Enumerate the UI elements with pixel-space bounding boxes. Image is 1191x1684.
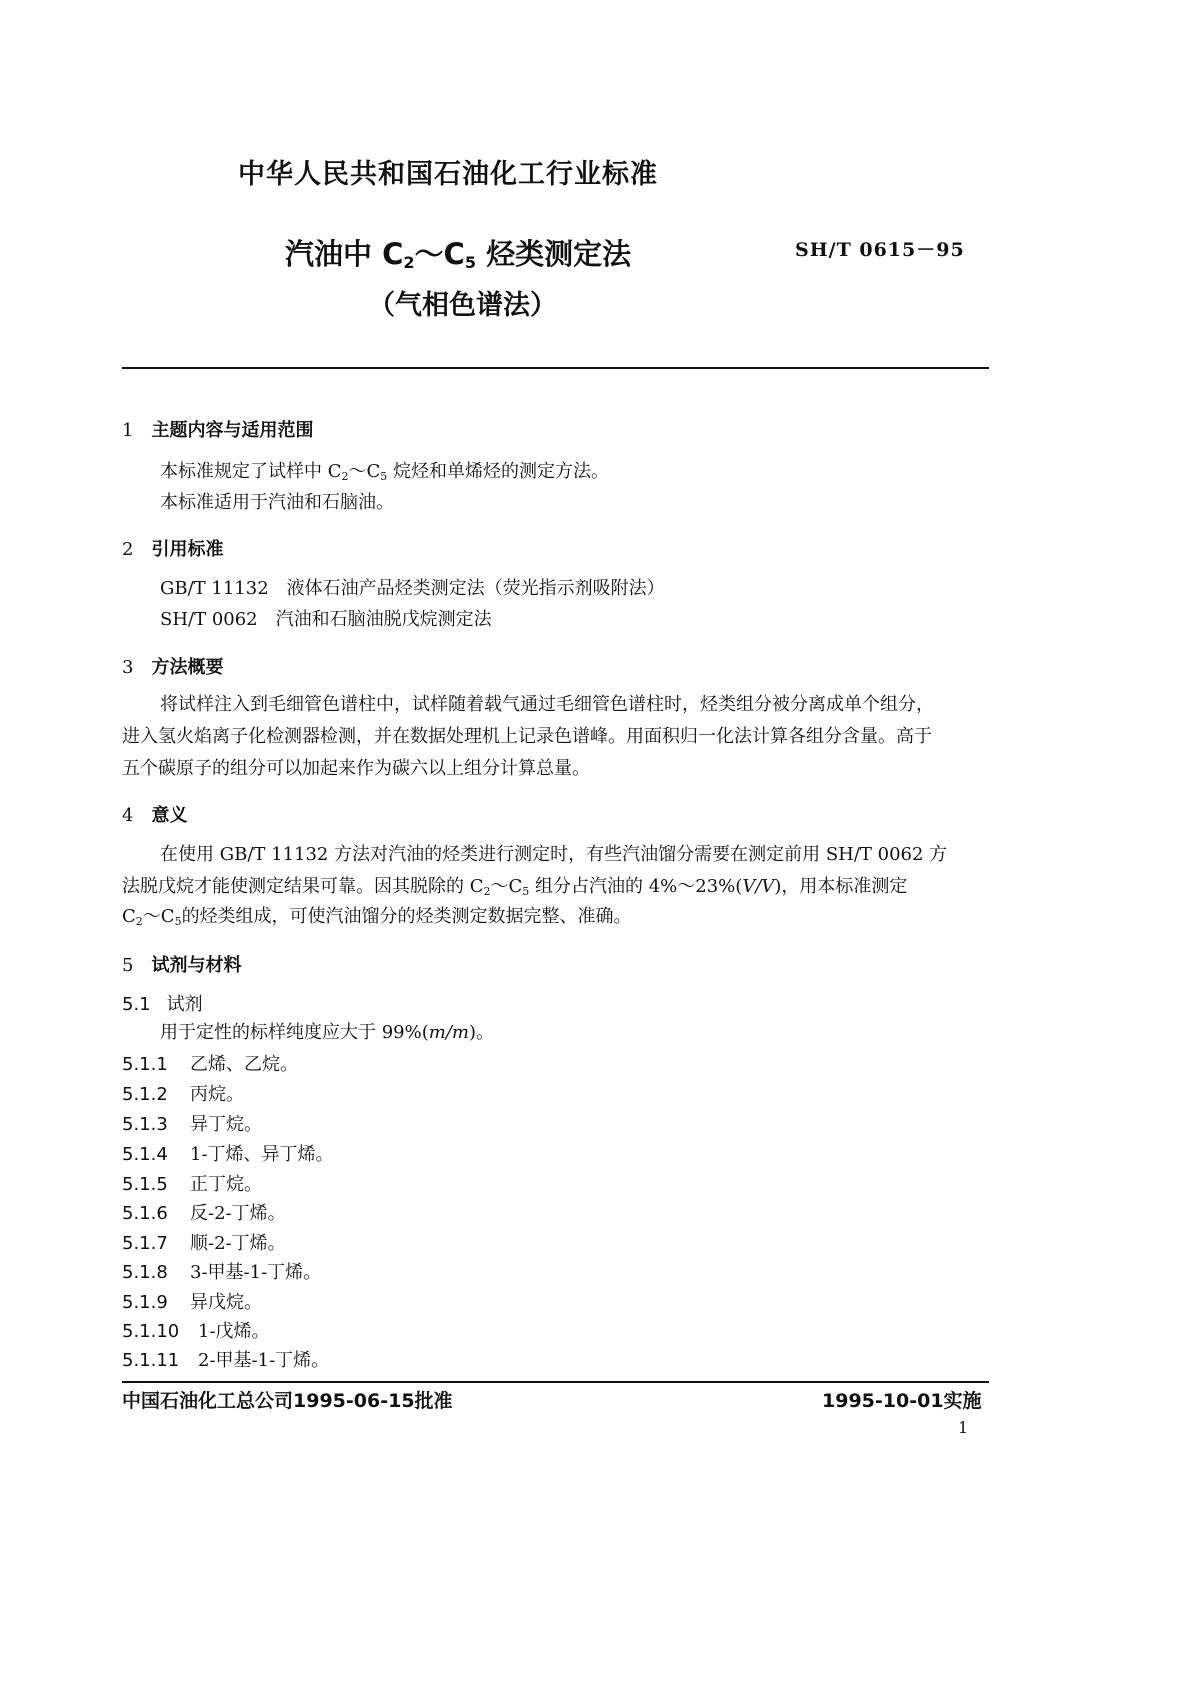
paragraph-line: 在使用 GB/T 11132 方法对汽油的烃类进行测定时，有些汽油馏分需要在测定前用 SH/T 0062 方	[160, 844, 948, 865]
section-title: 方法概要	[151, 657, 224, 678]
footer-rule	[122, 1381, 989, 1383]
paragraph-line: 将试样注入到毛细管色谱柱中，试样随着载气通过毛细管色谱柱时，烃类组分被分离成单个组分，	[160, 694, 934, 715]
paragraph: 本标准规定了试样中 $C_2\sim C_5$ 烷烃和单烯烃的测定方法。	[160, 461, 610, 483]
list-item: 5.1.4 1-丁烯、异丁烯。	[122, 1144, 334, 1165]
standard-organization: 中华人民共和国石油化工行业标准	[238, 159, 658, 190]
reference-code: SH/T 0062	[160, 609, 258, 630]
section-number: 3	[122, 657, 134, 678]
reference-item	[160, 572, 665, 606]
section-title: 引用标准	[151, 539, 224, 560]
section-1-heading	[122, 416, 313, 442]
section-number: 4	[122, 805, 134, 826]
header-rule	[122, 367, 989, 369]
reference-title: 液体石油产品烃类测定法（荧光指示剂吸附法）	[286, 578, 665, 599]
section-2-heading	[122, 535, 223, 561]
paragraph-line: 法脱戊烷才能使测定结果可靠。因其脱除的 $C_2\sim C_5$ 组分占汽油的 4%～23%(V/V)，用本标准测定	[122, 876, 908, 898]
subsection-number: 5.1	[122, 994, 151, 1015]
list-item: 5.1.8 3-甲基-1-丁烯。	[122, 1262, 322, 1283]
section-4-heading	[122, 801, 187, 827]
paragraph-line: $C_2\sim C_5$的烃类组成，可使汽油馏分的烃类测定数据完整、准确。	[122, 906, 632, 928]
effective-date: 1995-10-01实施	[822, 1390, 982, 1412]
section-5-heading	[122, 951, 241, 977]
reference-title: 汽油和石脑油脱戊烷测定法	[275, 609, 492, 630]
section-number: 5	[122, 955, 134, 976]
list-item: 5.1.9 异戊烷。	[122, 1292, 262, 1313]
list-item: 5.1.11 2-甲基-1-丁烯。	[122, 1350, 330, 1371]
list-item: 5.1.10 1-戊烯。	[122, 1321, 270, 1342]
paragraph-line: 五个碳原子的组分可以加起来作为碳六以上组分计算总量。	[122, 758, 590, 779]
list-item: 5.1.2 丙烷。	[122, 1084, 244, 1105]
reference-item	[160, 603, 492, 637]
document-title: 汽油中 $C_2\sim C_5$ 烃类测定法	[285, 237, 632, 272]
paragraph-line: 进入氢火焰离子化检测器检测，并在数据处理机上记录色谱峰。用面积归一化法计算各组分含量。高于	[122, 726, 932, 747]
page-number: 1	[958, 1418, 969, 1437]
list-item: 5.1.3 异丁烷。	[122, 1114, 262, 1135]
section-title: 试剂与材料	[151, 955, 242, 976]
paragraph: 本标准适用于汽油和石脑油。	[160, 492, 394, 513]
section-number: 2	[122, 539, 134, 560]
list-item: 5.1.7 顺-2-丁烯。	[122, 1233, 286, 1254]
section-3-heading	[122, 653, 223, 679]
subsection-title: 试剂	[166, 994, 203, 1015]
section-title: 主题内容与适用范围	[151, 420, 314, 441]
list-item: 5.1.6 反-2-丁烯。	[122, 1203, 286, 1224]
reference-code: GB/T 11132	[160, 578, 269, 599]
standard-code: SH/T 0615－95	[795, 239, 965, 261]
paragraph: 用于定性的标样纯度应大于 99%(m/m)。	[160, 1022, 494, 1043]
list-item: 5.1.1 乙烯、乙烷。	[122, 1054, 298, 1075]
section-number: 1	[122, 420, 134, 441]
document-subtitle: （气相色谱法）	[368, 290, 557, 321]
list-item: 5.1.5 正丁烷。	[122, 1174, 262, 1195]
section-title: 意义	[151, 805, 188, 826]
approval-line: 中国石油化工总公司1995-06-15批准	[122, 1390, 453, 1412]
